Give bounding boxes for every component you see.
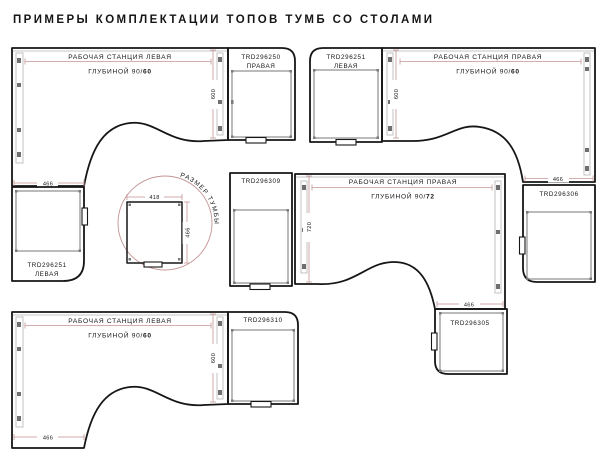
leg-strip: [495, 181, 501, 293]
cabinet-outline: [230, 173, 292, 286]
station-depth-label: ГЛУБИНОЙ 90/60: [456, 68, 520, 76]
cabinet-code-label: TRD296309: [241, 178, 281, 185]
workstation-group-middle: [230, 173, 507, 374]
station-name-label: РАБОЧАЯ СТАНЦИЯ ЛЕВАЯ: [68, 318, 172, 325]
cabinet-body: [314, 70, 378, 138]
cabinet-body: [527, 212, 591, 279]
leg-strip: [584, 53, 590, 175]
station-name-label: РАБОЧАЯ СТАНЦИЯ ПРАВАЯ: [348, 179, 458, 186]
cabinet-side-label: ЛЕВАЯ: [333, 63, 359, 70]
depth-dimension-label: 600: [211, 88, 218, 100]
cabinet-handle: [144, 262, 162, 267]
station-depth-label: ГЛУБИНОЙ 90/60: [88, 68, 152, 76]
depth-dimension-label: 600: [211, 352, 218, 364]
cabinet-handle: [82, 208, 88, 225]
cabinet-code-label: TRD296251: [27, 262, 67, 269]
station-depth-label: ГЛУБИНОЙ 90/72: [371, 193, 435, 201]
detail-arc-label-text: [179, 172, 219, 225]
depth-dimension-label: 600: [394, 88, 401, 100]
cabinet-code-label: TRD296305: [450, 320, 490, 327]
workstation-group-top-left: [12, 48, 295, 281]
cabinet-code-label: TRD296251: [326, 54, 366, 61]
cabinet-outline: [523, 185, 595, 282]
station-depth-label: ГЛУБИНОЙ 90/60: [88, 332, 152, 340]
cabinet-outline: [228, 48, 295, 140]
cabinet-below: [12, 187, 88, 281]
depth-dimension-label: 466: [185, 227, 192, 238]
cabinet-right: [228, 48, 295, 143]
cabinet-handle: [251, 402, 271, 408]
cabinet-side-label: ЛЕВАЯ: [34, 271, 60, 278]
cabinet-below: [432, 309, 508, 374]
detail-arc-label: РАЗМЕР ТУМБЫ: [179, 171, 220, 226]
cabinet-handle: [250, 284, 270, 290]
return-dimension-label: 466: [42, 181, 54, 188]
cabinet-outline: [228, 312, 298, 404]
detail-circle: [118, 176, 212, 270]
cabinet-handle: [520, 237, 526, 254]
cabinet-outline: [435, 309, 507, 374]
station-name-label: РАБОЧАЯ СТАНЦИЯ ЛЕВАЯ: [68, 54, 172, 61]
cabinet-code-label: TRD296310: [243, 317, 283, 324]
cabinet-body: [232, 71, 291, 137]
cabinet-handle: [336, 140, 356, 146]
workstation-group-bottom-left: [12, 312, 298, 448]
cabinet-code-label: TRD296250: [241, 54, 281, 61]
cabinet-handle: [432, 333, 438, 350]
workstation-group-top-right: [310, 48, 595, 282]
return-dimension-label: 466: [552, 177, 564, 183]
width-dimension-label: 418: [149, 195, 160, 202]
cabinet-handle: [246, 138, 266, 144]
cabinet-code-label: TRD296306: [539, 191, 579, 198]
cabinet-side-label: ПРАВАЯ: [246, 63, 276, 70]
leg-strip: [16, 53, 23, 163]
cabinet-body: [16, 191, 80, 251]
return-dimension-label: 466: [42, 435, 54, 442]
cabinet-top-view: [127, 202, 182, 263]
cabinet-left: [230, 173, 292, 290]
cabinet-body: [234, 210, 288, 283]
cabinet-below: [520, 185, 596, 282]
cabinet-right: [228, 312, 298, 407]
return-dimension-label: 466: [463, 302, 475, 309]
cabinet-body: [232, 330, 294, 401]
cabinet-size-detail: [118, 172, 220, 270]
station-name-label: РАБОЧАЯ СТАНЦИЯ ПРАВАЯ: [433, 54, 543, 61]
leg-strip: [16, 317, 23, 427]
cabinet-left: [310, 48, 382, 145]
page-title: ПРИМЕРЫ КОМПЛЕКТАЦИИ ТОПОВ ТУМБ СО СТОЛАМИ: [13, 14, 435, 26]
depth-dimension-label: 720: [307, 221, 314, 233]
